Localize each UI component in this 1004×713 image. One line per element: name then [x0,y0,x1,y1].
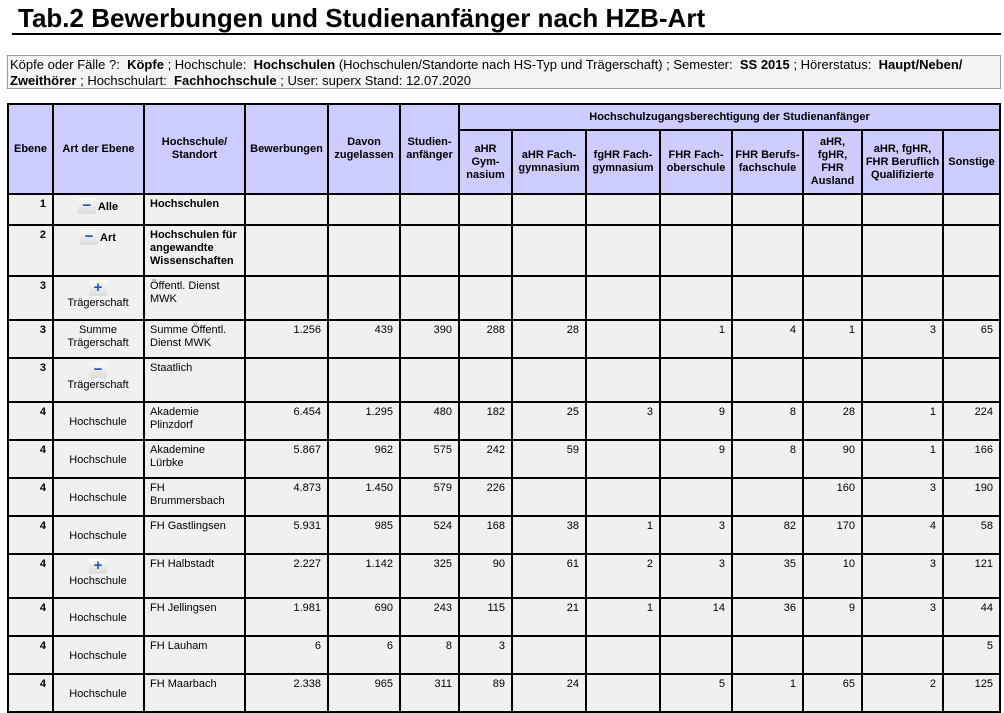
collapse-icon[interactable]: − [78,198,96,214]
cell-value: 1 [587,599,661,637]
col-header-art: Art der Ebene [54,105,145,195]
art-label: Hochschule [69,650,127,662]
cell-value: 3 [587,403,661,441]
art-label: Summe Trägerschaft [67,324,129,349]
cell-value: 14 [661,599,733,637]
cell-value: 965 [329,675,401,713]
cell-value [460,195,513,226]
results-table [7,103,1001,713]
cell-art [54,403,145,441]
cell-value [863,226,944,277]
art-label: Hochschule [69,530,127,542]
cell-value [460,226,513,277]
cell-value: 579 [401,479,460,517]
cell-value [804,226,863,277]
filter-summary [7,55,1001,89]
cell-value: 4 [863,517,944,555]
filter-user-stand: ; User: superx Stand: 12.07.2020 [280,73,472,88]
cell-value [863,195,944,226]
cell-value [661,479,733,517]
cell-value: 3 [460,637,513,675]
cell-value [587,441,661,479]
cell-ebene: 2 [9,226,54,277]
cell-value: 8 [401,637,460,675]
cell-value [513,479,587,517]
cell-value [733,277,804,321]
cell-value [513,226,587,277]
header-row-top [9,105,1001,131]
cell-value: 1 [661,321,733,359]
cell-value: 61 [513,555,587,599]
cell-value: 35 [733,555,804,599]
cell-value [587,359,661,403]
cell-ebene: 4 [9,517,54,555]
cell-value [661,637,733,675]
cell-hochschule: Öffentl. Dienst MWK [145,277,246,321]
cell-value [587,479,661,517]
cell-value: 190 [944,479,1001,517]
cell-hochschule: FH Maarbach [145,675,246,713]
cell-value [401,195,460,226]
cell-value: 9 [804,599,863,637]
cell-value [863,359,944,403]
cell-value: 1 [863,403,944,441]
cell-value: 10 [804,555,863,599]
cell-ebene: 4 [9,637,54,675]
cell-value: 1 [863,441,944,479]
cell-hochschule: Summe Öffentl. Dienst MWK [145,321,246,359]
cell-value: 2.338 [246,675,329,713]
cell-value [661,277,733,321]
filter-koepfe-label: Köpfe oder Fälle ?: [10,57,120,72]
art-label: Alle [97,201,119,213]
art-label: Hochschule [69,416,127,428]
table-row [9,277,1001,321]
cell-value: 242 [460,441,513,479]
cell-value [587,226,661,277]
cell-value [733,637,804,675]
cell-value [246,195,329,226]
col-header-zugelassen: Davon zugelassen [329,105,401,195]
cell-value: 524 [401,517,460,555]
cell-value [863,277,944,321]
cell-hochschule: FH Jellingsen [145,599,246,637]
cell-value: 985 [329,517,401,555]
table-row [9,441,1001,479]
cell-value [329,195,401,226]
cell-value: 962 [329,441,401,479]
cell-ebene: 3 [9,277,54,321]
cell-value: 90 [804,441,863,479]
cell-value: 58 [944,517,1001,555]
filter-hochschule-note: (Hochschulen/Standorte nach HS-Typ und Trägerschaft) ; Semester: [338,57,733,72]
cell-value: 1 [804,321,863,359]
cell-value: 2.227 [246,555,329,599]
col-header-fhr-fachober: FHR Fach-oberschule [661,131,733,195]
col-header-bewerbungen: Bewerbungen [246,105,329,195]
cell-value: 5.867 [246,441,329,479]
cell-value: 82 [733,517,804,555]
table-row [9,517,1001,555]
cell-value: 3 [661,517,733,555]
cell-value: 390 [401,321,460,359]
cell-value [329,277,401,321]
cell-value [944,277,1001,321]
cell-value [401,226,460,277]
cell-hochschule: FH Gastlingsen [145,517,246,555]
cell-value [587,195,661,226]
art-label: Hochschule [69,454,127,466]
cell-value: 690 [329,599,401,637]
cell-art [54,441,145,479]
cell-value: 6.454 [246,403,329,441]
cell-value [733,195,804,226]
collapse-icon[interactable]: − [80,229,98,245]
cell-hochschule: Hochschulen für angewandte Wissenschaften [145,226,246,277]
cell-hochschule: FH Lauham [145,637,246,675]
cell-value [804,277,863,321]
cell-art [54,321,145,359]
art-label: Hochschule [69,688,127,700]
cell-value: 1.142 [329,555,401,599]
cell-value [661,359,733,403]
table-row [9,321,1001,359]
cell-value [804,195,863,226]
cell-art [54,599,145,637]
cell-value: 1.450 [329,479,401,517]
cell-value: 125 [944,675,1001,713]
table-row [9,675,1001,713]
cell-value [661,226,733,277]
cell-art [54,517,145,555]
cell-value [460,359,513,403]
cell-value: 6 [329,637,401,675]
cell-art [54,195,145,226]
cell-value: 224 [944,403,1001,441]
cell-value: 59 [513,441,587,479]
cell-value: 1.981 [246,599,329,637]
cell-value [804,637,863,675]
cell-value: 24 [513,675,587,713]
cell-value: 311 [401,675,460,713]
filter-koepfe-value: Köpfe [127,57,164,72]
cell-value: 8 [733,403,804,441]
cell-value [513,359,587,403]
cell-value: 38 [513,517,587,555]
cell-value [329,226,401,277]
cell-value: 115 [460,599,513,637]
cell-value: 325 [401,555,460,599]
cell-value: 1 [587,517,661,555]
cell-value: 4 [733,321,804,359]
cell-value [401,359,460,403]
cell-value: 28 [513,321,587,359]
cell-hochschule: Akademie Plinzdorf [145,403,246,441]
cell-value [513,195,587,226]
col-header-fhr-berufs: FHR Berufs-fachschule [733,131,804,195]
cell-value: 44 [944,599,1001,637]
expand-icon[interactable]: + [89,280,107,296]
table-row [9,359,1001,403]
cell-value: 160 [804,479,863,517]
cell-art [54,637,145,675]
cell-art [54,675,145,713]
cell-value: 9 [661,403,733,441]
art-label: Trägerschaft [67,379,129,391]
art-label: Hochschule [69,492,127,504]
col-header-ahr-gym: aHR Gym-nasium [460,131,513,195]
cell-value: 28 [804,403,863,441]
cell-value: 575 [401,441,460,479]
col-header-ahr-fach: aHR Fach-gymnasium [513,131,587,195]
cell-value: 90 [460,555,513,599]
cell-ebene: 3 [9,321,54,359]
table-row [9,479,1001,517]
cell-ebene: 4 [9,479,54,517]
cell-value: 170 [804,517,863,555]
cell-value: 226 [460,479,513,517]
cell-hochschule: FH Brummersbach [145,479,246,517]
art-label: Trägerschaft [67,297,129,309]
cell-value [587,637,661,675]
table-row [9,555,1001,599]
filter-hsart-label: ; Hochschulart: [80,73,167,88]
cell-value: 3 [661,555,733,599]
col-header-fghr-fach: fgHR Fach-gymnasium [587,131,661,195]
cell-value: 168 [460,517,513,555]
cell-value: 1 [733,675,804,713]
cell-value [246,359,329,403]
cell-value: 5 [944,637,1001,675]
art-label: Hochschule [69,575,127,587]
cell-value: 2 [587,555,661,599]
cell-value: 1.256 [246,321,329,359]
cell-value [460,277,513,321]
cell-value: 65 [944,321,1001,359]
col-header-ahr-beruflich: aHR, fgHR, FHR Beruflich Qualifizierte [863,131,944,195]
cell-value [513,277,587,321]
cell-value: 25 [513,403,587,441]
cell-value [401,277,460,321]
cell-value: 182 [460,403,513,441]
cell-value [587,277,661,321]
filter-hoererstatus-label: ; Hörerstatus: [793,57,872,72]
cell-value: 6 [246,637,329,675]
cell-value [329,359,401,403]
table-row [9,637,1001,675]
cell-value: 166 [944,441,1001,479]
table-row [9,403,1001,441]
cell-ebene: 3 [9,359,54,403]
cell-hochschule: Staatlich [145,359,246,403]
table-row [9,226,1001,277]
col-header-group-hzb: Hochschulzugangsberechtigung der Studienanfänger [460,105,1001,131]
cell-value [246,226,329,277]
cell-value: 480 [401,403,460,441]
filter-hsart-value: Fachhochschule [174,73,277,88]
cell-value: 439 [329,321,401,359]
page-title: Tab.2 Bewerbungen und Studienanfänger nach HZB-Art [18,3,706,33]
cell-value: 3 [863,555,944,599]
table-body [9,195,1001,713]
table-row [9,599,1001,637]
cell-ebene: 4 [9,441,54,479]
cell-value: 243 [401,599,460,637]
cell-value: 2 [863,675,944,713]
cell-value [587,321,661,359]
cell-value: 3 [863,479,944,517]
art-label: Art [100,232,116,244]
filter-hochschule-label: ; Hochschule: [167,57,247,72]
cell-art [54,359,145,403]
cell-value: 121 [944,555,1001,599]
cell-value: 9 [661,441,733,479]
cell-value [733,226,804,277]
title-rule [12,33,1001,35]
table-row [9,195,1001,226]
cell-art [54,226,145,277]
cell-ebene: 4 [9,675,54,713]
cell-value: 4.873 [246,479,329,517]
cell-value [513,637,587,675]
cell-hochschule: Hochschulen [145,195,246,226]
filter-hochschule-value: Hochschulen [253,57,336,72]
cell-value: 5.931 [246,517,329,555]
cell-value [733,359,804,403]
cell-value [246,277,329,321]
collapse-icon[interactable]: − [89,362,107,378]
cell-art [54,555,145,599]
col-header-sonstige: Sonstige [944,131,1001,195]
col-header-anfaenger: Studien-anfänger [401,105,460,195]
cell-value [863,637,944,675]
art-label: Hochschule [69,612,127,624]
cell-value [804,359,863,403]
cell-value: 3 [863,599,944,637]
cell-hochschule: FH Halbstadt [145,555,246,599]
filter-semester-value: SS 2015 [739,57,790,72]
filter-hoererstatus-value: Haupt/Neben/ Zweithörer [10,57,963,88]
cell-value: 288 [460,321,513,359]
cell-art [54,277,145,321]
col-header-hochschule: Hochschule/ Standort [145,105,246,195]
cell-value: 8 [733,441,804,479]
cell-value [944,195,1001,226]
cell-hochschule: Akademine Lürbke [145,441,246,479]
cell-value: 36 [733,599,804,637]
cell-value [944,226,1001,277]
cell-value: 1.295 [329,403,401,441]
cell-value: 5 [661,675,733,713]
cell-ebene: 4 [9,555,54,599]
cell-value [661,195,733,226]
cell-art [54,479,145,517]
cell-value [944,359,1001,403]
cell-ebene: 1 [9,195,54,226]
cell-ebene: 4 [9,403,54,441]
cell-value: 89 [460,675,513,713]
cell-ebene: 4 [9,599,54,637]
cell-value [587,675,661,713]
cell-value: 65 [804,675,863,713]
cell-value: 3 [863,321,944,359]
col-header-ahr-ausland: aHR, fgHR, FHR Ausland [804,131,863,195]
cell-value [733,479,804,517]
cell-value: 21 [513,599,587,637]
expand-icon[interactable]: + [89,558,107,574]
col-header-ebene: Ebene [9,105,54,195]
